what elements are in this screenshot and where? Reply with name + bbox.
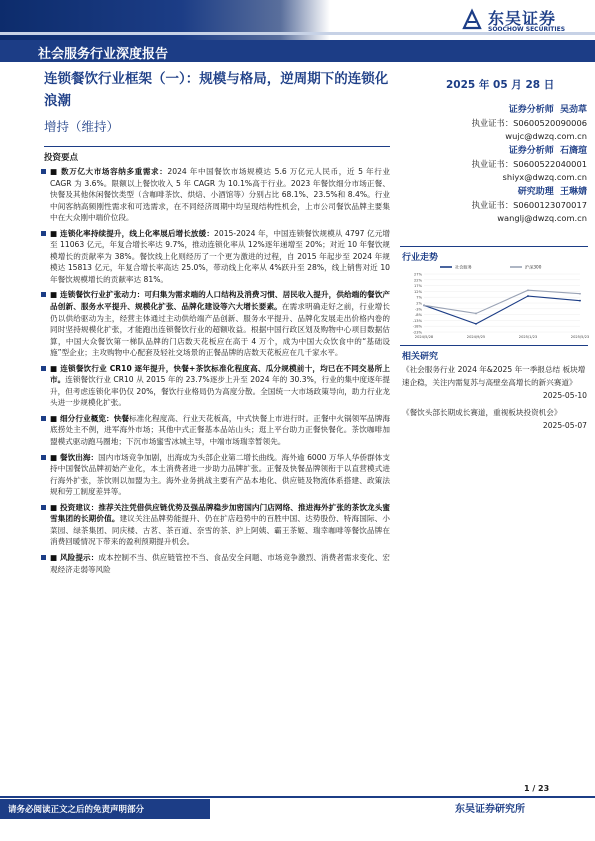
institute-name: 东吴证券研究所 (455, 804, 525, 815)
chart-y-tick-label: 7% (416, 295, 422, 300)
chart-x-tick-label: 2024/9/25 (466, 335, 486, 339)
analyst-2 (402, 145, 587, 184)
footer-rule (0, 796, 595, 798)
brand-name-cn: 东吴证券 (488, 9, 557, 28)
page-number: 1 / 23 (524, 784, 550, 793)
chart-legend-label: 社会服务 (455, 264, 472, 270)
key-point: ■ 连锁餐饮行业 CR10 逐年提升，快餐+茶饮标准化程度高、瓜分规模前十，均已在不同交易所上市。连锁餐饮行业 CR10 从 2015 年的 23.7%逐步上升至 2024 年的 30.3%，行业的集中度逐年提升，但考虑连锁化率仍仅 20%，餐饮行业格局仍为高度分散。全国统一大市场政策导向，助力行业龙头进一步规模化扩张。 (40, 363, 390, 409)
key-point: ■ 风险提示：成本控制不当、供应链管控不当、食品安全问题、市场竞争激烈、消费者需求变化、宏观经济走弱等风险 (40, 552, 390, 575)
report-date: 2025 年 05 月 28 日 (446, 79, 555, 91)
analyst-cert: 执业证书：S0600520090006 (471, 118, 587, 128)
analyst-email[interactable]: wanglj@dwzq.com.cn (497, 213, 587, 223)
trend-heading: 行业走势 (402, 253, 439, 263)
related-item-title[interactable]: 《社会服务行业 2024 年&2025 年一季报总结 板块增速企稳，关注内需复苏与高壁垒高增长的新兴赛道》 (402, 365, 586, 387)
disclaimer-bar (0, 799, 210, 819)
key-point: ■ 餐饮出海：国内市场竞争加剧，出海成为头部企业第二增长曲线。海外逾 6000 万华人华侨群体支持中国餐饮品牌初始产业化，本土消费者进一步助力品牌扩张。正餐及快餐品牌领衔于以直营模式进行海外扩张，茶饮则以加盟为主。海外业务挑战主要有产品本地化、供应链及物流体系搭建、政策法规和劳工制度差异等。 (40, 452, 390, 498)
analyst-cert: 执业证书：S0600123070017 (471, 200, 587, 210)
related-item-date: 2025-05-07 (542, 421, 587, 430)
report-category-bar (0, 40, 595, 62)
key-point: ■ 连锁餐饮行业扩张动力：可归集为需求端的人口结构及消费习惯、居民收入提升，供给端的餐饮产品创新、服务水平提升、规模化扩张、品牌化建设等六大增长要素。在需求明确走好之前，行业增长仍以供给驱动为主，经营主体通过主动供给端产品创新、服务水平提升、品牌化发展走出价格内卷的同时坚持规模化扩张，才能跑出连锁餐饮行业的超额收益。根据中国行政区划及购物中心项目数据估算，中国大众餐饮第一梯队品牌的门店数天花板应在高于 4 万个，成为中国大众饮食中的“基础设施”型企业；主攻购物中心配套及轻社交场景的正餐品牌的店数天花板应在几千家水平。 (40, 289, 390, 358)
trend-chart-svg (400, 262, 590, 342)
chart-y-tick-label: 27% (414, 272, 422, 277)
key-points (40, 166, 390, 579)
analyst-role: 证券分析师 吴劲草 (508, 105, 587, 115)
divider (400, 345, 588, 346)
analyst-name: 吴劲草 (559, 105, 587, 115)
divider (400, 246, 588, 247)
top-banner (0, 0, 595, 40)
analyst-name: 王琳婧 (559, 187, 587, 197)
chart-point (423, 304, 425, 306)
chart-y-tick-label: -13% (412, 318, 422, 323)
chart-point (527, 295, 529, 297)
chart-x-tick-label: 2024/5/28 (414, 335, 434, 339)
key-point: ■ 连锁化率持续提升，线上化率展后增长放缓：2015-2024 年，中国连锁餐饮规模从 4797 亿元增至 11063 亿元，年复合增长率达 9.7%，推动连锁化率从 12%逐年递增至 20%；对近 10 年餐饮规模增长的贡献率为 38%。餐饮线上化则经历了一个更为激进的过程，自 2015 年起步至 2024 年规模达 15813 亿元，年复合增长率高达 25.0%，带动线上化率从 4%跃升至 28%，线上销售对近 10 年餐饮规模增长的贡献率达 81%。 (40, 228, 390, 286)
analyst-panel (402, 104, 587, 227)
disclaimer-text: 请务必阅读正文之后的免责声明部分 (8, 805, 145, 815)
chart-point (579, 293, 581, 295)
key-points-heading: 投资要点 (44, 153, 79, 163)
chart-y-tick-label: 22% (414, 278, 422, 283)
brand-logo (460, 6, 590, 36)
chart-point (475, 323, 477, 325)
chart-point (579, 300, 581, 302)
rating: 增持（维持） (44, 119, 120, 134)
chart-y-tick-label: -3% (415, 307, 422, 312)
key-point: ■ 细分行业概览：快餐标准化程度高、行业天花板高，中式快餐上市进行时。正餐中火锅领军品牌海底捞处主不例，进军海外市场；其他中式正餐基本品站山头；逛上平台助力正餐快餐化。茶饮咖啡加盟模式驱动跑马圈地；下沉市场蜜雪冰城主导，中端市场瑞幸暂领先。 (40, 413, 390, 448)
chart-y-tick-label: 12% (414, 289, 422, 294)
chart-y-tick-label: -8% (415, 313, 422, 318)
analyst-3 (402, 186, 587, 225)
related-list (402, 363, 587, 436)
key-point: ■ 投资建议：推荐关注凭借供应链优势及强品牌稳步加密国内门店网络、推进海外扩张的茶饮龙头蜜雪集团的长期价值。建议关注品牌势能提升、仍在扩店趋势中的百胜中国、达势股份、特海国际、小菜园、绿茶集团、同庆楼、古茗、茶百道、奈雪的茶、沪上阿姨、霸王茶姬、瑞幸咖啡等餐饮品牌在消费回暖情况下带来的盈利预期提升机会。 (40, 502, 390, 548)
chart-y-tick-label: -23% (412, 330, 422, 335)
chart-y-tick-label: -18% (412, 324, 422, 329)
chart-point (475, 313, 477, 315)
key-point: ■ 数万亿大市场容纳多重需求：2024 年中国餐饮市场规模达 5.6 万亿元人民币，近 5 年行业 CAGR 为 3.6%。限额以上餐饮收入 5 年 CAGR 为 10.1%高于行业。2023 年餐饮细分市场正餐、快餐及其他休闲餐饮类型（含咖啡茶饮、烘焙、小酒馆等）分别占比 68.1%、23.5%和 8.4%。行业中间客纳高频刚性需求和可选需求，在不同经济周期中均呈现结构性机会，上市公司餐饮品牌主要集中在大众刚中端价位段。 (40, 166, 390, 224)
analyst-email[interactable]: shiyx@dwzq.com.cn (502, 172, 587, 182)
trend-chart (400, 262, 590, 342)
chart-y-tick-label: 2% (416, 301, 422, 306)
brand-logo-icon (460, 8, 484, 32)
chart-series-line (424, 296, 580, 324)
chart-legend-label: 沪深300 (525, 264, 542, 270)
analyst-role: 研究助理 王琳婧 (517, 187, 587, 197)
chart-point (527, 289, 529, 291)
divider (44, 146, 390, 147)
analyst-name: 石旖瑄 (559, 146, 587, 156)
chart-x-tick-label: 2025/1/23 (518, 335, 538, 339)
related-heading: 相关研究 (402, 352, 439, 362)
report-title: 连锁餐饮行业框架（一）：规模与格局，逆周期下的连锁化浪潮 (44, 71, 389, 109)
report-category: 社会服务行业深度报告 (38, 47, 169, 62)
related-item-title[interactable]: 《餐饮头部长期成长赛道，重视板块投资机会》 (402, 408, 562, 417)
analyst-role: 证券分析师 石旖瑄 (508, 146, 587, 156)
analyst-cert: 执业证书：S0600522040001 (471, 159, 587, 169)
chart-x-tick-label: 2025/5/23 (570, 335, 590, 339)
analyst-1 (402, 104, 587, 143)
related-item-date: 2025-05-10 (542, 391, 587, 400)
analyst-email[interactable]: wujc@dwzq.com.cn (505, 131, 587, 141)
chart-y-tick-label: 17% (414, 284, 422, 289)
brand-name-en: SOOCHOW SECURITIES (488, 26, 566, 33)
